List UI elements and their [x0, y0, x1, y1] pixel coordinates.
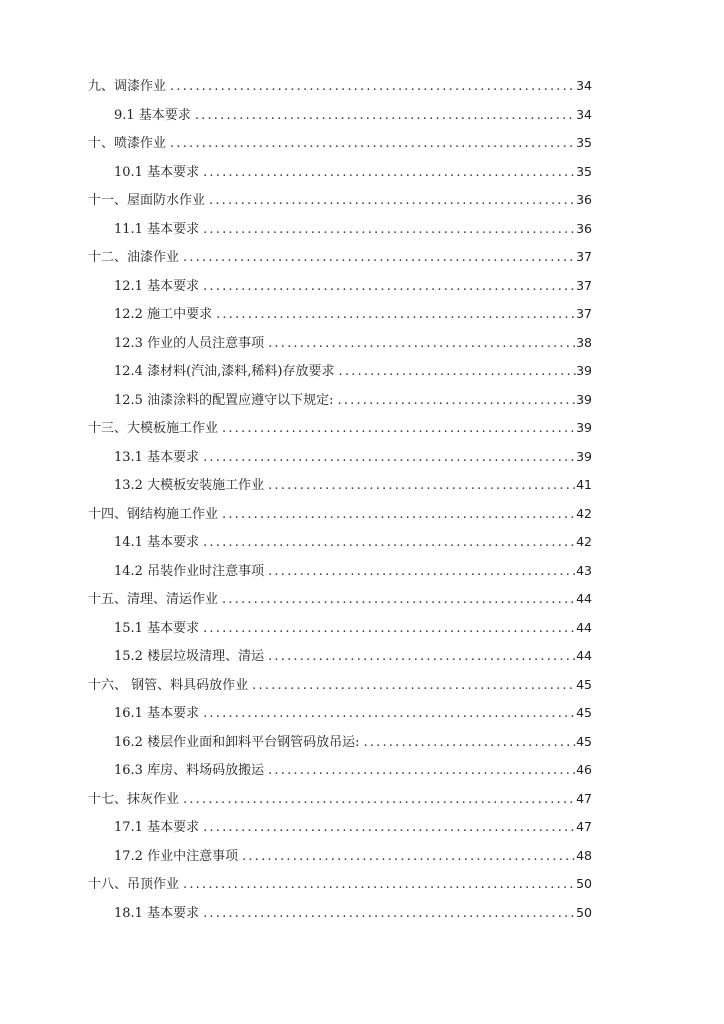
toc-entry-title: 十二、油漆作业 — [88, 250, 180, 265]
toc-entry[interactable] — [88, 870, 592, 899]
toc-entry-page: 45 — [576, 733, 592, 749]
dot-leader — [191, 102, 576, 131]
toc-entry-page: 44 — [576, 591, 592, 606]
toc-entry-title: 17.2 作业中注意事项 — [114, 848, 239, 864]
dot-leader — [199, 159, 576, 188]
dot-leader — [333, 387, 576, 416]
dot-leader — [199, 814, 576, 843]
toc-entry[interactable] — [88, 671, 592, 700]
toc-entry-title: 13.2 大模板安装施工作业 — [114, 478, 265, 493]
toc-entry[interactable] — [88, 500, 592, 529]
toc-entry-page: 43 — [576, 562, 592, 578]
toc-entry-page: 39 — [576, 420, 592, 435]
dot-leader — [218, 586, 576, 615]
dot-leader — [238, 843, 576, 872]
dot-leader — [264, 472, 576, 501]
toc-entry[interactable] — [88, 756, 592, 785]
dot-leader — [205, 187, 576, 216]
toc-entry-page: 47 — [576, 819, 592, 834]
toc-entry-title: 九、调漆作业 — [88, 79, 167, 94]
dot-leader — [335, 358, 577, 387]
dot-leader — [248, 672, 576, 701]
dot-leader — [218, 415, 576, 444]
toc-entry-title: 16.2 楼层作业面和卸料平台钢管码放吊运: — [114, 734, 360, 750]
toc-entry-title: 15.2 楼层垃圾清理、清运 — [114, 649, 265, 664]
toc-entry-title: 十一、屋面防水作业 — [88, 193, 206, 208]
toc-entry-page: 37 — [576, 249, 592, 264]
dot-leader — [179, 244, 576, 273]
toc-entry[interactable] — [88, 614, 592, 643]
dot-leader — [179, 786, 576, 815]
toc-entry[interactable] — [88, 728, 592, 757]
toc-entry-page: 44 — [576, 619, 592, 635]
dot-leader — [199, 900, 576, 929]
toc-entry-page: 35 — [576, 135, 592, 150]
toc-entry[interactable] — [88, 785, 592, 814]
toc-entry[interactable] — [88, 215, 592, 244]
toc-entry-page: 48 — [576, 847, 592, 863]
toc-entry-page: 42 — [576, 534, 592, 549]
toc-entry-page: 34 — [576, 78, 592, 93]
toc-entry[interactable] — [88, 443, 592, 472]
toc-entry[interactable] — [88, 842, 592, 871]
toc-entry[interactable] — [88, 300, 592, 329]
toc-entry[interactable] — [88, 72, 592, 101]
toc-entry-page: 39 — [576, 448, 592, 464]
toc-entry-page: 45 — [576, 676, 592, 692]
dot-leader — [199, 615, 576, 644]
toc-entry[interactable] — [88, 557, 592, 586]
toc-entry-title: 12.2 施工中要求 — [114, 307, 213, 322]
toc-entry-page: 42 — [576, 505, 592, 521]
dot-leader — [212, 301, 576, 330]
toc-entry-title: 十五、清理、清运作业 — [88, 592, 219, 607]
toc-entry-page: 46 — [576, 762, 592, 777]
toc-entry[interactable] — [88, 357, 592, 386]
dot-leader — [264, 558, 576, 587]
dot-leader — [264, 643, 576, 672]
toc-entry[interactable] — [88, 186, 592, 215]
dot-leader — [166, 130, 576, 159]
toc-entry[interactable] — [88, 158, 592, 187]
toc-entry[interactable] — [88, 899, 592, 928]
dot-leader — [359, 729, 576, 758]
toc-entry-page: 36 — [576, 192, 592, 207]
toc-entry-page: 37 — [576, 277, 592, 293]
dot-leader — [264, 757, 576, 786]
toc-entry[interactable] — [88, 642, 592, 671]
toc-entry[interactable] — [88, 813, 592, 842]
toc-entry-title: 12.5 油漆涂料的配置应遵守以下规定: — [114, 392, 334, 408]
toc-entry-title: 12.3 作业的人员注意事项 — [114, 335, 265, 351]
toc-entry-title: 十四、钢结构施工作业 — [88, 506, 219, 522]
toc-entry-page: 39 — [576, 391, 592, 407]
toc-entry-title: 十、喷漆作业 — [88, 136, 167, 151]
toc-entry-title: 十七、抹灰作业 — [88, 791, 180, 807]
toc-entry-page: 45 — [576, 705, 592, 720]
toc-entry-page: 34 — [576, 106, 592, 122]
toc-entry-page: 35 — [576, 163, 592, 179]
toc-entry-title: 12.1 基本要求 — [114, 278, 200, 294]
dot-leader — [199, 700, 576, 729]
toc-entry-title: 十六、 钢管、料具码放作业 — [88, 677, 249, 693]
dot-leader — [199, 444, 576, 473]
toc-entry-title: 17.1 基本要求 — [114, 820, 200, 835]
toc-entry[interactable] — [88, 528, 592, 557]
toc-entry[interactable] — [88, 243, 592, 272]
dot-leader — [199, 273, 576, 302]
table-of-contents — [88, 72, 592, 927]
toc-entry-title: 13.1 基本要求 — [114, 449, 200, 465]
toc-entry-page: 41 — [576, 477, 592, 492]
toc-entry-title: 18.1 基本要求 — [114, 905, 200, 921]
dot-leader — [166, 73, 576, 102]
toc-entry-title: 十八、吊顶作业 — [88, 877, 180, 892]
toc-entry-page: 39 — [576, 363, 592, 378]
toc-entry[interactable] — [88, 386, 592, 415]
toc-entry-page: 50 — [576, 876, 592, 891]
toc-entry-page: 50 — [576, 904, 592, 920]
toc-entry-title: 11.1 基本要求 — [114, 221, 200, 237]
toc-entry[interactable] — [88, 272, 592, 301]
toc-entry-title: 16.3 库房、料场码放搬运 — [114, 763, 265, 778]
toc-entry-title: 9.1 基本要求 — [114, 107, 191, 123]
toc-entry[interactable] — [88, 101, 592, 130]
toc-entry-page: 38 — [576, 334, 592, 350]
toc-entry-page: 47 — [576, 790, 592, 806]
toc-entry-title: 12.4 漆材料(汽油,漆料,稀料)存放要求 — [114, 364, 335, 379]
toc-entry[interactable] — [88, 329, 592, 358]
toc-entry[interactable] — [88, 414, 592, 443]
dot-leader — [179, 871, 576, 900]
toc-entry-title: 十三、大模板施工作业 — [88, 421, 219, 436]
toc-entry-title: 10.1 基本要求 — [114, 164, 200, 180]
toc-entry-title: 15.1 基本要求 — [114, 620, 200, 636]
dot-leader — [199, 529, 576, 558]
toc-entry-title: 14.1 基本要求 — [114, 535, 200, 550]
toc-entry[interactable] — [88, 585, 592, 614]
dot-leader — [218, 501, 576, 530]
toc-entry-title: 16.1 基本要求 — [114, 706, 200, 721]
toc-entry[interactable] — [88, 129, 592, 158]
toc-entry[interactable] — [88, 699, 592, 728]
toc-entry-page: 36 — [576, 220, 592, 236]
toc-entry-page: 37 — [576, 306, 592, 321]
dot-leader — [264, 330, 576, 359]
toc-entry[interactable] — [88, 471, 592, 500]
toc-entry-page: 44 — [576, 648, 592, 663]
toc-entry-title: 14.2 吊装作业时注意事项 — [114, 563, 265, 579]
dot-leader — [199, 216, 576, 245]
